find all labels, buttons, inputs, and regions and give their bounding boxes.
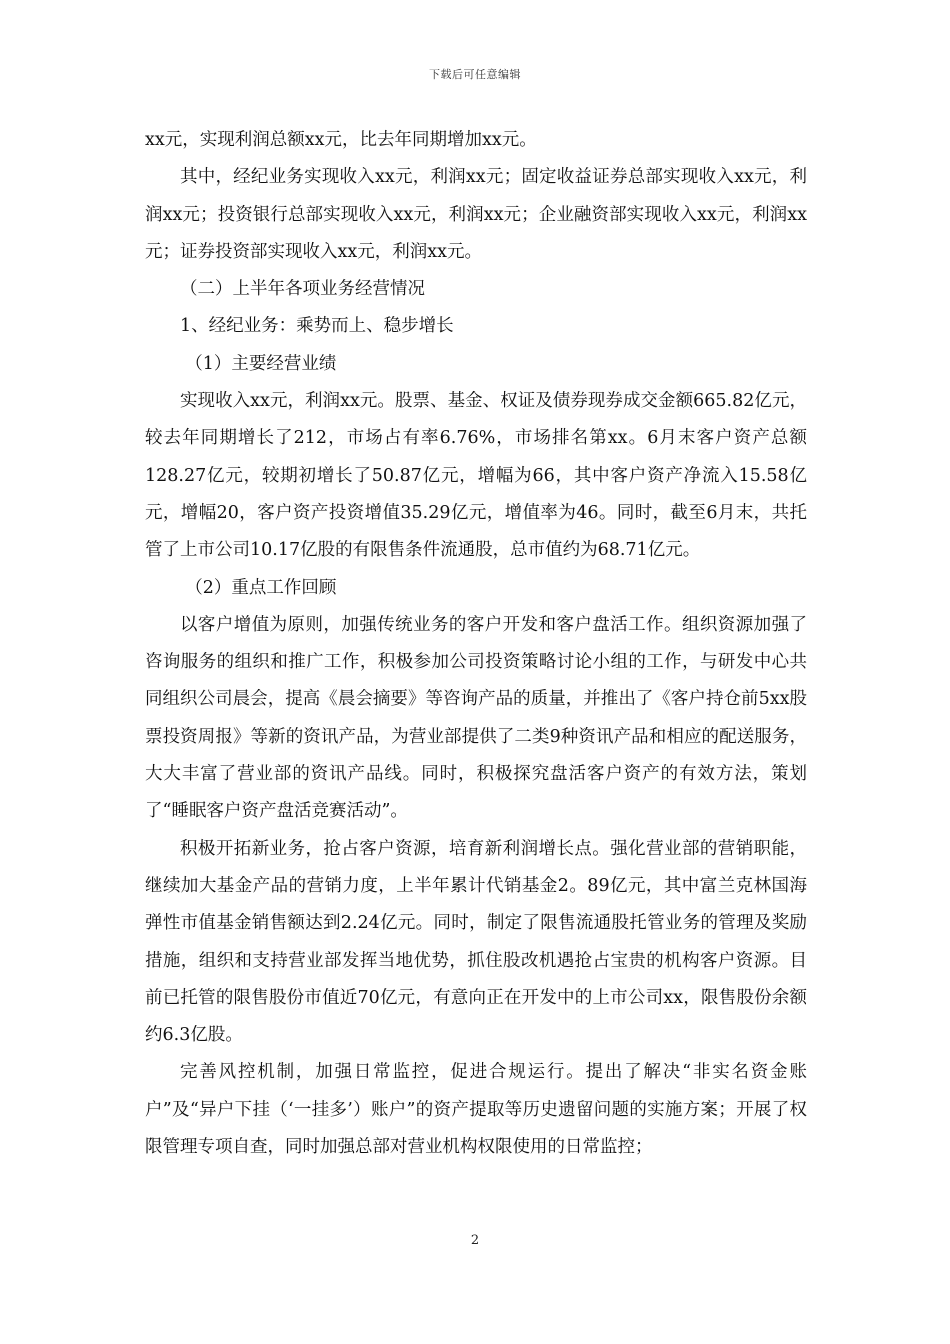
paragraph-new-business: 积极开拓新业务，抢占客户资源，培育新利润增长点。强化营业部的营销职能，继续加大基金产品的营销力度，上半年累计代销基金2。89亿元，其中富兰克林国海弹性市值基金销售额达到2.24亿元。同时，制定了限售流通股托管业务的管理及奖励措施，组织和支持营业部发挥当地优势，抓住股改机遇抢占宝贵的机构客户资源。目前已托管的限售股份市值近70亿元，有意向正在开发中的上市公司xx，限售股份余额约6.3亿股。: [145, 838, 807, 1046]
paragraph-risk-control: 完善风控机制，加强日常监控，促进合规运行。提出了解决“非实名资金账户”及“异户下挂（‘一挂多’）账户”的资产提取等历史遗留问题的实施方案；开展了权限管理专项自查，同时加强总部对营业机构权限使用的日常监控；: [145, 1062, 807, 1158]
paragraph-performance-figures: 实现收入xx元，利润xx元。股票、基金、权证及债券现券成交金额665.82亿元，较去年同期增长了212，市场占有率6.76%，市场排名第xx。6月末客户资产总额128.27亿元，较期初增长了50.87亿元，增幅为66，其中客户资产净流入15.58亿元，增幅20，客户资产投资增值35.29亿元，增值率为46。同时，截至6月末，共托管了上市公司10.17亿股的有限售条件流通股，总市值约为68.71亿元。: [145, 391, 807, 561]
subsection-heading-brokerage: 1、经纪业务：乘势而上、稳步增长: [180, 316, 454, 337]
paragraph-client-value: 以客户增值为原则，加强传统业务的客户开发和客户盘活工作。组织资源加强了咨询服务的组织和推广工作，积极参加公司投资策略讨论小组的工作，与研发中心共同组织公司晨会，提高《晨会摘要》等咨询产品的质量，并推出了《客户持仓前5xx股票投资周报》等新的资讯产品，为营业部提供了二类9种资讯产品和相应的配送服务，大大丰富了营业部的资讯产品线。同时，积极探究盘活客户资产的有效方法，策划了“睡眠客户资产盘活竞赛活动”。: [145, 614, 807, 822]
section-heading-business-operations: （二）上半年各项业务经营情况: [180, 279, 425, 300]
page-number: 2: [470, 1233, 480, 1248]
document-body: [145, 122, 807, 1166]
subsection-heading-main-performance: （1）主要经营业绩: [185, 353, 337, 374]
page-header: 下载后可任意编辑: [429, 68, 521, 81]
subsection-heading-key-work-review: （2）重点工作回顾: [185, 577, 337, 598]
paragraph-continuation: xx元，实现利润总额xx元，比去年同期增加xx元。: [145, 130, 537, 150]
paragraph-revenue-breakdown: 其中，经纪业务实现收入xx元，利润xx元；固定收益证券总部实现收入xx元，利润xx元；投资银行总部实现收入xx元，利润xx元；企业融资部实现收入xx元，利润xx元；证券投资部实现收入xx元，利润xx元。: [145, 167, 807, 262]
